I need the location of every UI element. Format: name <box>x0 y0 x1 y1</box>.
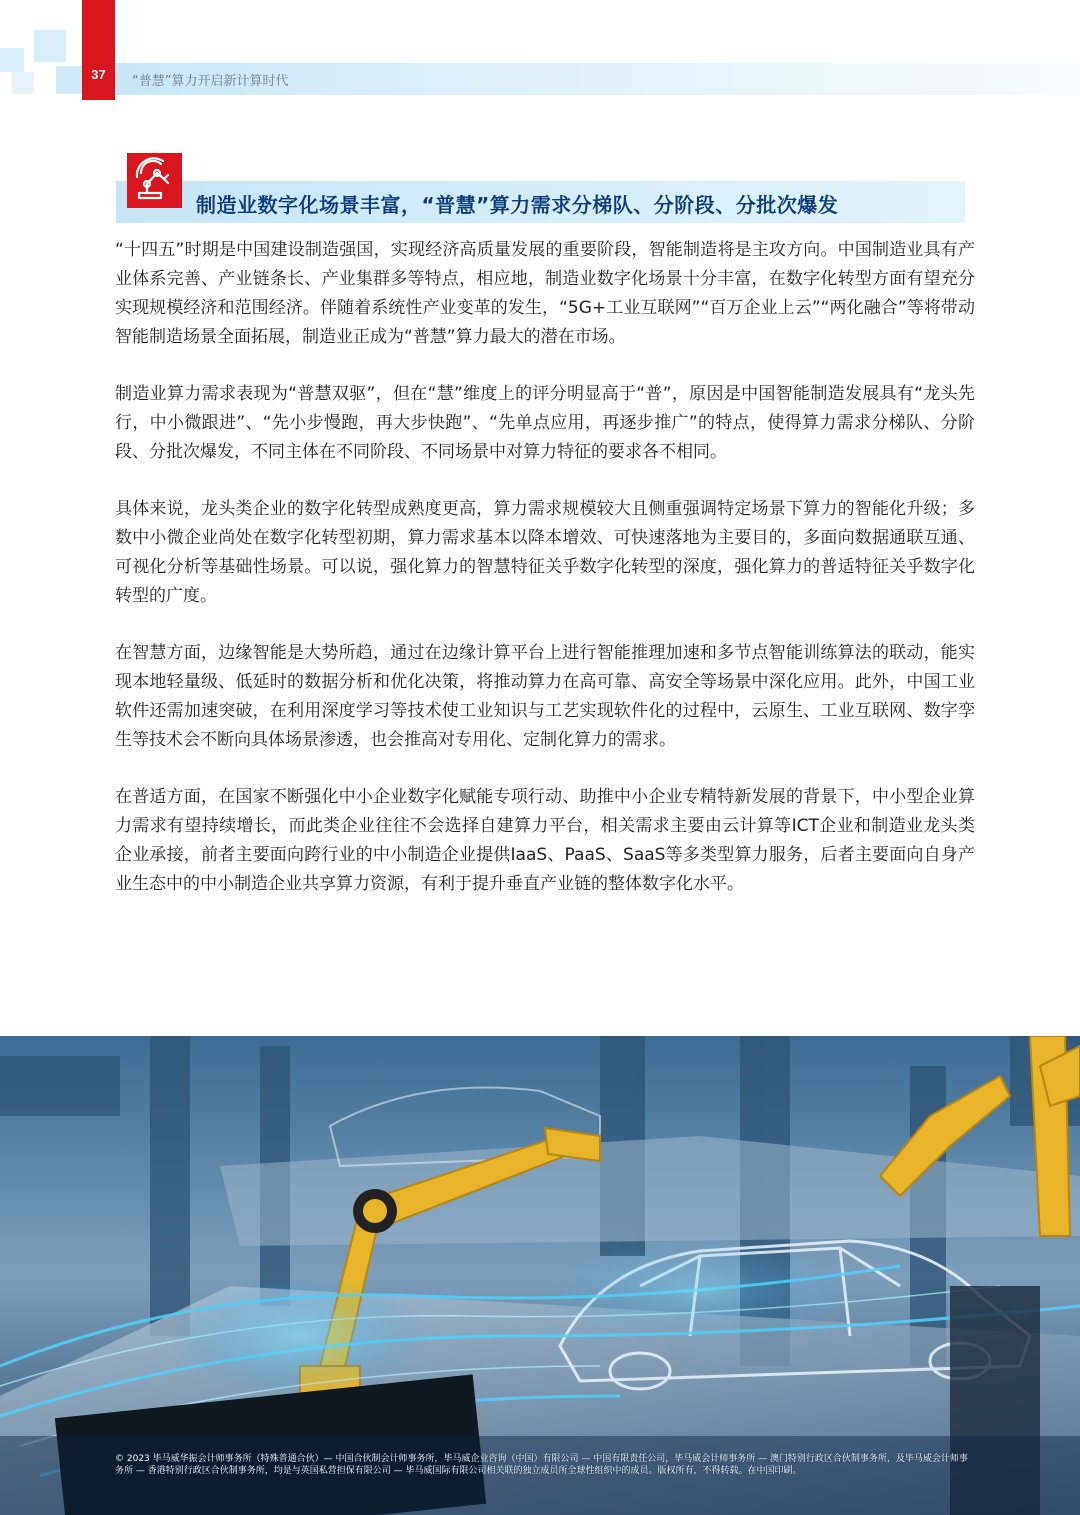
header-band <box>0 0 1080 100</box>
paragraph: 在普适方面，在国家不断强化中小企业数字化赋能专项行动、助推中小企业专精特新发展的背景下，中小型企业算力需求有望持续增长，而此类企业往往不会选择自建算力平台，相关需求主要由云计算等ICT企业和制造业龙头类企业承接，前者主要面向跨行业的中小制造企业提供IaaS、PaaS、SaaS等多类型算力服务，后者主要面向自身产业生态中的中小制造企业共享算力资源，有利于提升垂直产业链的整体数字化水平。 <box>115 787 975 894</box>
decorative-square <box>56 66 82 94</box>
factory-image <box>0 1036 1080 1515</box>
decorative-square <box>34 30 66 62</box>
paragraph: “十四五”时期是中国建设制造强国，实现经济高质量发展的重要阶段，智能制造将是主攻方向。中国制造业具有产业体系完善、产业链条长、产业集群多等特点，相应地，制造业数字化场景十分丰富，在数字化转型方面有望充分实现规模经济和范围经济。伴随着系统性产业变革的发生，“5G+工业互联网”“百万企业上云”“两化融合”等将带动智能制造场景全面拓展，制造业正成为“普慧”算力最大的潜在市场。 <box>115 240 975 347</box>
page-number: 37 <box>91 67 106 82</box>
section-heading: 制造业数字化场景丰富，“普慧”算力需求分梯队、分阶段、分批次爆发 <box>196 193 839 217</box>
robot-arm-icon <box>127 153 182 208</box>
paragraph: 制造业算力需求表现为“普慧双驱”，但在“慧”维度上的评分明显高于“普”，原因是中国智能制造发展具有“龙头先行，中小微跟进”、“先小步慢跑，再大步快跑”、“先单点应用，再逐步推广”的特点，使得算力需求分梯队、分阶段、分批次爆发，不同主体在不同阶段、不同场景中对算力特征的要求各不相同。 <box>115 384 975 462</box>
paragraph: 在智慧方面，边缘智能是大势所趋，通过在边缘计算平台上进行智能推理加速和多节点智能训练算法的联动，能实现本地轻量级、低延时的数据分析和优化决策，将推动算力在高可靠、高安全等场景中深化应用。此外，中国工业软件还需加速突破，在利用深度学习等技术使工业知识与工艺实现软件化的过程中，云原生、工业互联网、数字孪生等技术会不断向具体场景渗透，也会推高对专用化、定制化算力的需求。 <box>115 643 975 750</box>
decorative-square <box>12 72 34 94</box>
running-title: “普慧”算力开启新计算时代 <box>132 74 289 89</box>
paragraph: 具体来说，龙头类企业的数字化转型成熟度更高，算力需求规模较大且侧重强调特定场景下算力的智能化升级；多数中小微企业尚处在数字化转型初期，算力需求基本以降本增效、可快速落地为主要目的，多面向数据通联互通、可视化分析等基础性场景。可以说，强化算力的智慧特征关乎数字化转型的深度，强化算力的普适特征关乎数字化转型的广度。 <box>115 499 975 606</box>
page-number-tab <box>82 0 115 100</box>
decorative-square <box>0 48 24 72</box>
body-text <box>115 236 975 927</box>
copyright-footer: © 2023 毕马威华振会计师事务所（特殊普通合伙）— 中国合伙制会计师事务所，毕马威企业咨询（中国）有限公司 — 中国有限责任公司，毕马威会计师事务所 — 澳门特别行政区合伙制事务所，及毕马威会计师事务所 — 香港特别行政区合伙制事务所，均是与英国私营担保有限公司 — 毕马威国际有限公司相关联的独立成员所全球性组织中的成员。版权所有，不得转载。在中国印刷。 <box>115 1454 968 1476</box>
